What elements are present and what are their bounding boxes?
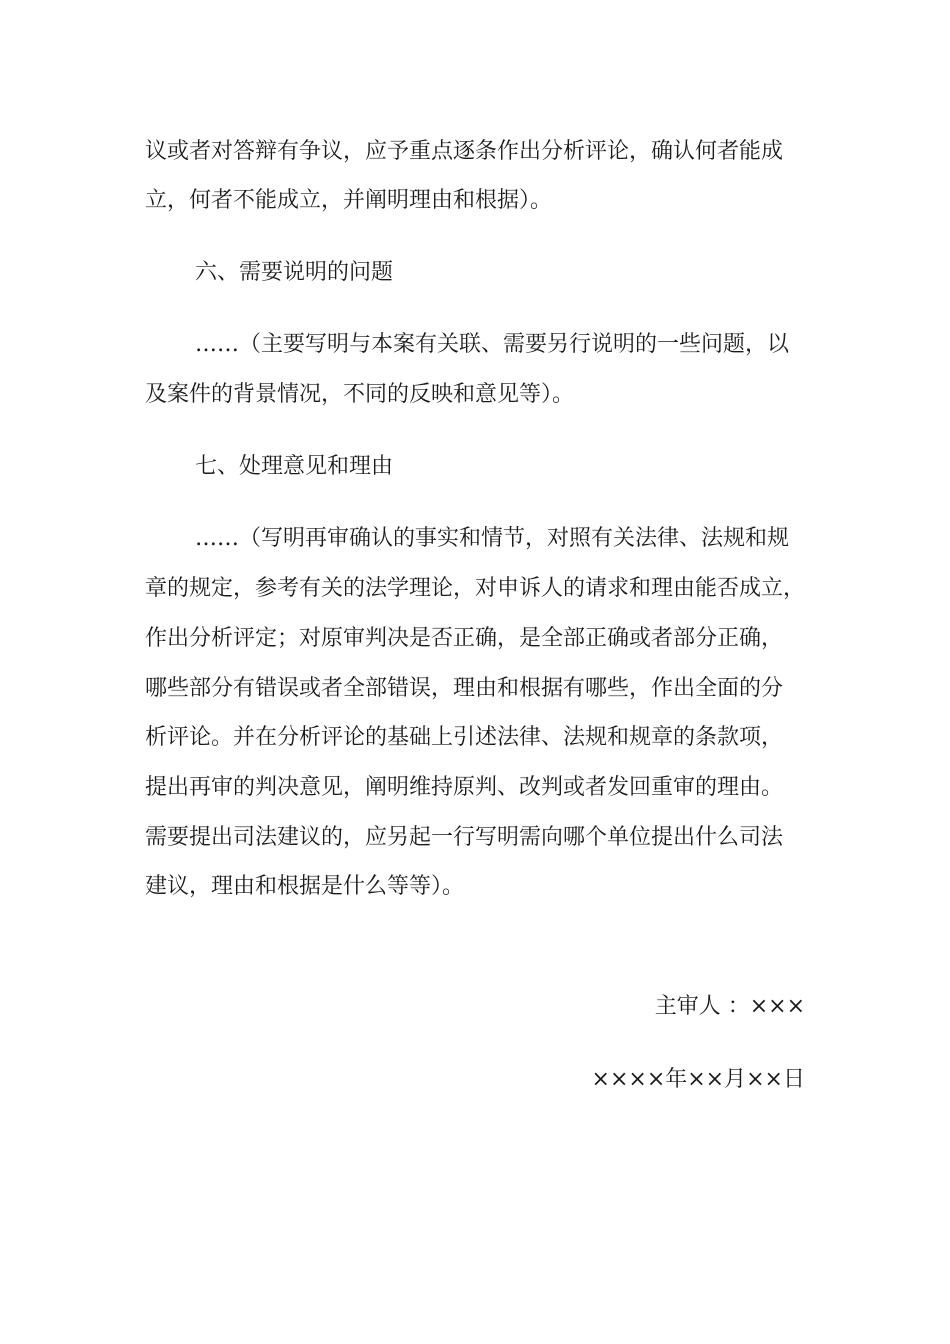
paragraph-line: 章的规定，参考有关的法学理论，对申诉人的请求和理由能否成立，	[145, 576, 806, 601]
paragraph-line: 议或者对答辩有争议，应予重点逐条作出分析评论，确认何者能成	[145, 139, 784, 164]
paragraph-line: 哪些部分有错误或者全部错误，理由和根据有哪些，作出全面的分	[145, 676, 784, 701]
section-heading-7: 七、处理意见和理由	[195, 454, 394, 479]
paragraph-line: ……（主要写明与本案有关联、需要另行说明的一些问题，以	[195, 332, 790, 357]
paragraph-line: 作出分析评定；对原审判决是否正确，是全部正确或者部分正确，	[145, 626, 784, 651]
paragraph-line: 提出再审的判决意见，阐明维持原判、改判或者发回重审的理由。	[145, 775, 784, 800]
paragraph-line: 立，何者不能成立，并阐明理由和根据）。	[145, 188, 553, 213]
paragraph-line: ……（写明再审确认的事实和情节，对照有关法律、法规和规	[195, 526, 790, 551]
paragraph-line: 需要提出司法建议的，应另起一行写明需向哪个单位提出什么司法	[145, 825, 784, 850]
signature-date: ××××年××月××日	[591, 1067, 805, 1092]
paragraph-line: 及案件的背景情况，不同的反映和意见等）。	[145, 382, 575, 407]
paragraph-line: 建议，理由和根据是什么等等）。	[145, 874, 465, 899]
signature-judge: 主审人 ：×××	[654, 994, 805, 1019]
section-heading-6: 六、需要说明的问题	[195, 260, 394, 285]
paragraph-line: 析评论。并在分析评论的基础上引述法律、法规和规章的条款项，	[145, 725, 784, 750]
